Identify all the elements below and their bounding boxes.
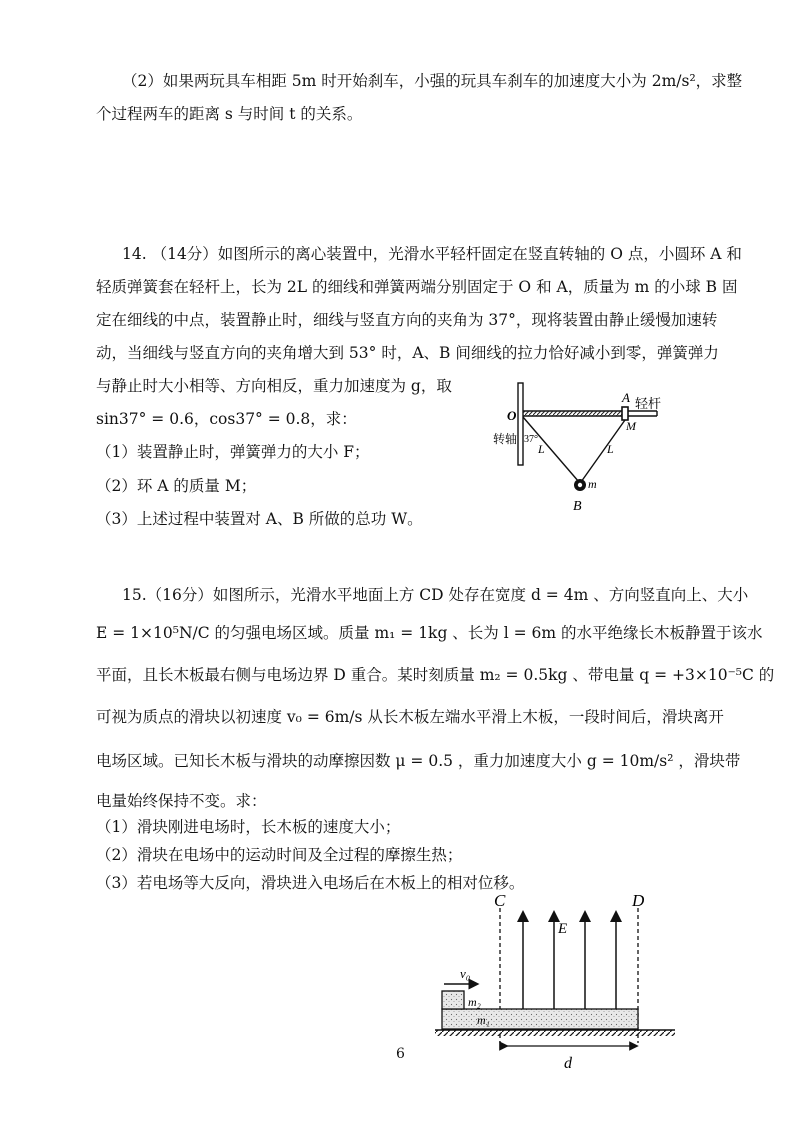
label-m-ring: M xyxy=(626,419,636,433)
centrifuge-figure xyxy=(485,375,670,520)
q15-line3: 平面，且长木板最右侧与电场边界 D 重合。某时刻质量 m₂ = 0.5kg 、带电量 q = +3×10⁻⁵C 的 xyxy=(96,666,775,684)
q15-sub3: （3）若电场等大反向，滑块进入电场后在木板上的相对位移。 xyxy=(96,874,525,892)
electric-field-figure xyxy=(430,888,680,1078)
spring xyxy=(523,411,623,416)
label-l-left: L xyxy=(538,442,545,456)
q15-sub2: （2）滑块在电场中的运动时间及全过程的摩擦生热； xyxy=(96,846,463,864)
q14-sub1: （1）装置静止时，弹簧弹力的大小 F； xyxy=(96,443,370,461)
q14-line1: 14. （14分）如图所示的离心装置中，光滑水平轻杆固定在竖直转轴的 O 点，小圆环 A 和 xyxy=(122,245,742,263)
label-m2: m₂ xyxy=(468,995,481,1009)
label-mass: m xyxy=(588,477,597,491)
q14-line5: 与静止时大小相等、方向相反，重力加速度为 g，取 xyxy=(96,377,452,395)
label-c: C xyxy=(494,891,506,910)
q14-sub3: （3）上述过程中装置对 A、B 所做的总功 W。 xyxy=(96,510,423,528)
string-right xyxy=(581,420,625,482)
long-board xyxy=(442,1009,638,1029)
q13-part2-line2: 个过程两车的距离 s 与时间 t 的关系。 xyxy=(96,105,363,123)
q15-line2: E = 1×10⁵N/C 的匀强电场区域。质量 m₁ = 1kg 、长为 l = 6m 的水平绝缘长木板静置于该水 xyxy=(96,624,763,642)
q14-line2: 轻质弹簧套在轻杆上，长为 2L 的细线和弹簧两端分别固定于 O 和 A，质量为 m 的小球 B 固 xyxy=(96,278,738,296)
label-v0: v₀ xyxy=(460,966,471,981)
string-left xyxy=(523,417,579,482)
label-l-right: L xyxy=(607,442,614,456)
label-angle: 37° xyxy=(524,434,538,445)
rotation-axis xyxy=(518,383,523,465)
label-b: B xyxy=(573,499,582,514)
slider xyxy=(442,991,464,1009)
label-m1: m₁ xyxy=(477,1013,490,1027)
q14-line6: sin37° = 0.6，cos37° = 0.8，求： xyxy=(96,410,357,428)
label-d-boundary: D xyxy=(632,891,645,910)
q15-line4: 可视为质点的滑块以初速度 v₀ = 6m/s 从长木板左端水平滑上木板，一段时间后，滑块离开 xyxy=(96,708,724,726)
q14-line3: 定在细线的中点，装置静止时，细线与竖直方向的夹角为 37°，现将装置由静止缓慢加速转 xyxy=(96,311,718,329)
q13-part2-line1: （2）如果两玩具车相距 5m 时开始刹车，小强的玩具车刹车的加速度大小为 2m/s²，求整 xyxy=(122,72,743,90)
label-o: O xyxy=(507,408,517,423)
q15-line1: 15.（16分）如图所示，光滑水平地面上方 CD 处存在宽度 d = 4m 、方向竖直向上、大小 xyxy=(122,586,749,604)
q14-line4: 动，当细线与竖直方向的夹角增大到 53° 时，A、B 间细线的拉力恰好减小到零，弹簧弹力 xyxy=(96,344,719,362)
label-d-width: d xyxy=(564,1055,572,1072)
label-e: E xyxy=(558,921,568,937)
page-number: 6 xyxy=(396,1046,405,1062)
label-axis: 转轴 xyxy=(493,432,518,446)
q14-sub2: （2）环 A 的质量 M； xyxy=(96,477,257,495)
q15-line5: 电场区域。已知长木板与滑块的动摩擦因数 μ = 0.5 ，重力加速度大小 g = 10m/s² ，滑块带 xyxy=(96,752,741,770)
label-rod: 轻杆 xyxy=(635,396,662,411)
q15-line6: 电量始终保持不变。求： xyxy=(96,792,267,810)
label-a: A xyxy=(622,390,630,405)
q15-sub1: （1）滑块刚进电场时，长木板的速度大小； xyxy=(96,818,401,836)
